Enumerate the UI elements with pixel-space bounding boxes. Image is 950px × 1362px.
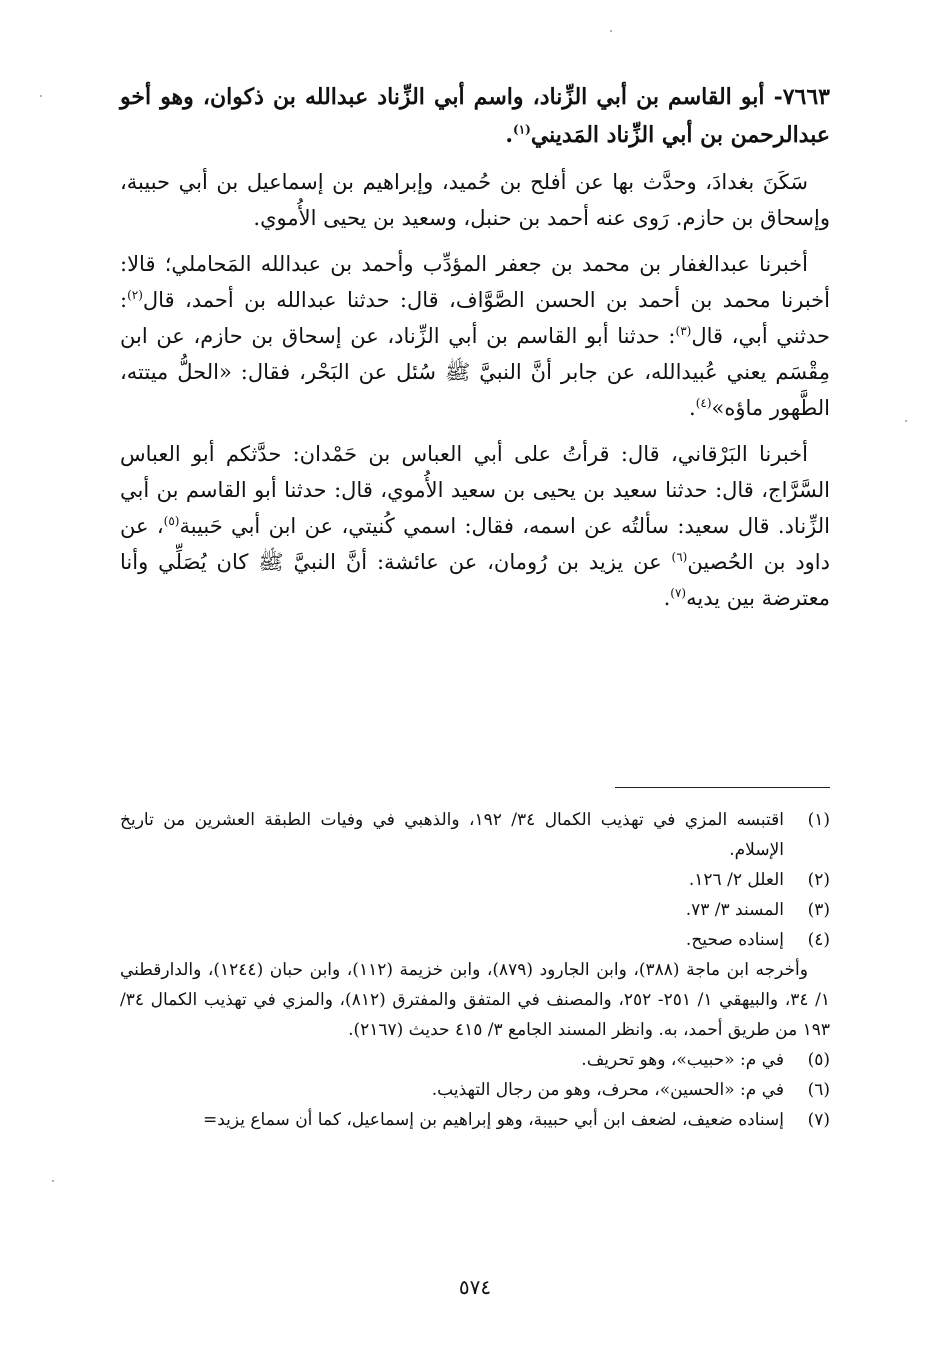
paragraph-text: : حدثنا أبو القاسم بن أبي الزِّناد، عن إسحاق بن حازم، عن ابن مِقْسَم يعني عُبيدالله، عن جابر أنَّ النبيَّ ﷺ سُئل عن البَحْر، فقال: «الحلُّ ميتته، الطَّهور ماؤه» [120, 324, 830, 420]
page-number: ٥٧٤ [458, 1275, 492, 1299]
footnote-separator [615, 787, 830, 788]
footnote-text: اقتبسه المزي في تهذيب الكمال ٣٤/ ١٩٢، والذهبي في وفيات الطبقة العشرين من تاريخ الإسلام. [120, 810, 785, 860]
footnote-number: (٧) [807, 1110, 830, 1130]
paragraph-end: . [689, 396, 696, 420]
footnote-number: (٣) [807, 900, 830, 920]
footnote-3 [120, 895, 830, 925]
paragraph-text: : حدثني أبي، قال [120, 288, 830, 348]
footnote-text: في م: «حبيب»، وهو تحريف. [581, 1050, 784, 1070]
footnote-1 [120, 805, 830, 865]
paragraph-hadith-1 [120, 246, 830, 426]
entry-heading-end: . [505, 122, 513, 148]
footnote-6 [120, 1075, 830, 1105]
paragraph-text: عن يزيد بن رُومان، عن عائشة: أنَّ النبيَّ ﷺ كان يُصَلِّي وأنا معترضة بين يديه [120, 550, 830, 610]
entry-heading [120, 78, 830, 154]
footnote-text: المسند ٣/ ٧٣. [685, 900, 784, 920]
main-text [120, 78, 830, 626]
footnote-text: إسناده صحيح. [685, 930, 784, 950]
footnote-ref: (١) [513, 122, 531, 137]
paragraph-biography: سَكَنَ بغدادَ، وحدَّث بها عن أفلح بن حُميد، وإبراهيم بن إسماعيل بن أبي حبيبة، وإسحاق بن حازم. رَوى عنه أحمد بن حنبل، وسعيد بن يحيى الأُموي. [120, 170, 830, 230]
entry-heading-text: ٧٦٦٣- أبو القاسم بن أبي الزِّناد، واسم أبي الزِّناد عبدالله بن ذكوان، وهو أخو عبدالرحمن بن أبي الزِّناد المَديني [120, 84, 830, 148]
footnote-number: (٤) [807, 930, 830, 950]
footnote-number: (٦) [807, 1080, 830, 1100]
footnote-2 [120, 865, 830, 895]
footnote-ref: (٤) [695, 396, 712, 410]
paragraph-text: ، عن داود بن الحُصين [120, 514, 830, 574]
paragraph-hadith-2 [120, 436, 830, 616]
footnote-number: (٥) [807, 1050, 830, 1070]
footnote-7 [120, 1105, 830, 1135]
paragraph-end: . [663, 586, 671, 610]
footnote-4 [120, 925, 830, 955]
footnote-number: (٢) [807, 870, 830, 890]
footnote-text: في م: «الحسين»، محرف، وهو من رجال التهذيب. [431, 1080, 784, 1100]
footnote-ref: (٣) [675, 324, 692, 338]
footnote-text: إسناده ضعيف، لضعف ابن أبي حبيبة، وهو إبراهيم بن إسماعيل، كما أن سماع يزيد= [202, 1110, 784, 1130]
footnotes [120, 805, 830, 1135]
footnote-ref: (٦) [671, 550, 688, 564]
footnote-ref: (٥) [163, 514, 180, 528]
paragraph-text: أخبرنا البَرْقاني، قال: قرأتُ على أبي العباس بن حَمْدان: حدَّثكم أبو العباس السَّرَّاج، قال: حدثنا سعيد بن يحيى بن سعيد الأُموي، قال: حدثنا أبو القاسم بن أبي الزِّناد. قال سعيد: سألتُه عن اسمه، فقال: اسمي كُنيتي، عن ابن أبي حَبيبة [120, 442, 830, 538]
footnote-5 [120, 1045, 830, 1075]
footnote-ref: (٧) [670, 586, 687, 600]
footnote-ref: (٢) [127, 288, 143, 302]
footnote-number: (١) [807, 810, 830, 830]
footnote-4-continuation: وأخرجه ابن ماجة (٣٨٨)، وابن الجارود (٨٧٩)، وابن خزيمة (١١٢)، وابن حبان (١٢٤٤)، والدارقطني ١/ ٣٤، والبيهقي ١/ ٢٥١- ٢٥٢، والمصنف في المتفق والمفترق (٨١٢)، والمزي في تهذيب الكمال ٣٤/ ١٩٣ من طريق أحمد، به. وانظر المسند الجامع ٣/ ٤١٥ حديث (٢١٦٧). [120, 960, 830, 1040]
paragraph-text: أخبرنا عبدالغفار بن محمد بن جعفر المؤدِّب وأحمد بن عبدالله المَحاملي؛ قالا: أخبرنا محمد بن أحمد بن الحسن الصَّوَّاف، قال: حدثنا عبدالله بن أحمد، قال [120, 252, 830, 312]
footnote-text: العلل ٢/ ١٢٦. [688, 870, 784, 890]
